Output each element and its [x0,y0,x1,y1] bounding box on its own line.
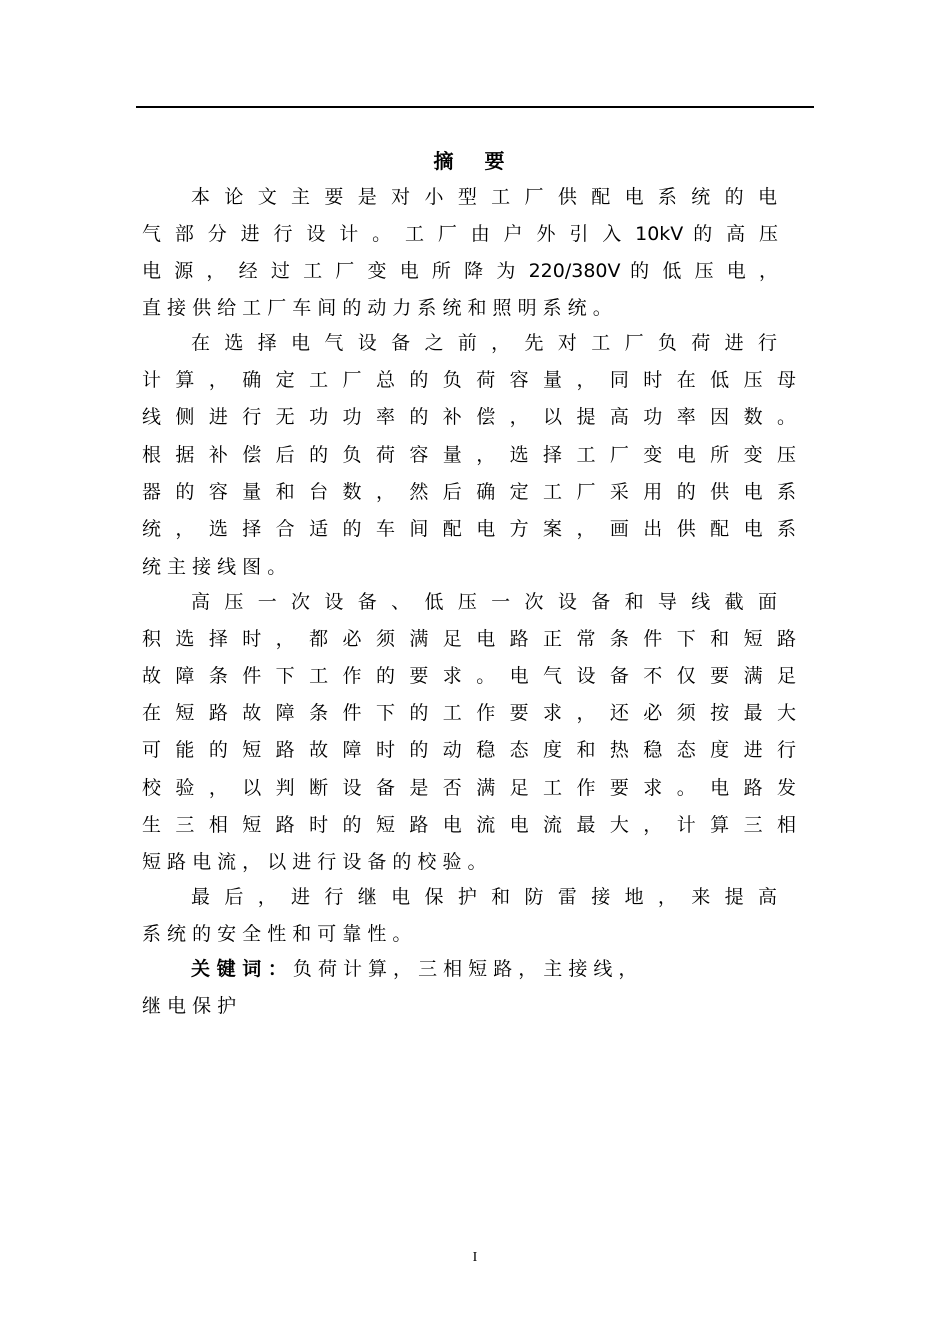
keywords-line-1 [191,956,777,982]
paragraph-2-line-3: 线 侧 进 行 无 功 功 率 的 补 偿 ， 以 提 高 功 率 因 数 。 [142,406,796,428]
keywords-line-2: 继 电 保 护 [142,995,237,1017]
paragraph-4-line-2: 系 统 的 安 全 性 和 可 靠 性 。 [142,923,412,945]
paragraph-2-line-6: 统 ， 选 择 合 适 的 车 间 配 电 方 案 ， 画 出 供 配 电 系 [142,518,796,540]
paragraph-3-line-2: 积 选 择 时 ， 都 必 须 满 足 电 路 正 常 条 件 下 和 短 路 [142,628,796,650]
paragraph-2-line-7: 统 主 接 线 图 。 [142,556,287,578]
keywords-label: 关 键 词 ： [191,958,287,980]
paragraph-4-line-1: 最 后 ， 进 行 继 电 保 护 和 防 雷 接 地 ， 来 提 高 [191,886,777,908]
paragraph-1-line-2: 气 部 分 进 行 设 计 。 工 厂 由 户 外 引 入 10kV 的 高 压 [142,223,778,245]
paragraph-3-line-7: 生 三 相 短 路 时 的 短 路 电 流 电 流 最 大 ， 计 算 三 相 [142,814,796,836]
paragraph-2-line-4: 根 据 补 偿 后 的 负 荷 容 量 ， 选 择 工 厂 变 电 所 变 压 [142,444,796,466]
page-number: I [472,1250,478,1265]
paragraph-3-line-8: 短 路 电 流 ， 以 进 行 设 备 的 校 验 。 [142,851,487,873]
keywords-list: 负 荷 计 算 ， 三 相 短 路 ， 主 接 线 ， [286,958,638,980]
paragraph-3-line-5: 可 能 的 短 路 故 障 时 的 动 稳 态 度 和 热 稳 态 度 进 行 [142,739,796,761]
paragraph-3-line-6: 校 验 ， 以 判 断 设 备 是 否 满 足 工 作 要 求 。 电 路 发 [142,777,796,799]
paragraph-2-line-2: 计 算 ， 确 定 工 厂 总 的 负 荷 容 量 ， 同 时 在 低 压 母 [142,369,796,391]
paragraph-3-line-1: 高 压 一 次 设 备 、 低 压 一 次 设 备 和 导 线 截 面 [191,591,777,613]
paragraph-3-line-4: 在 短 路 故 障 条 件 下 的 工 作 要 求 ， 还 必 须 按 最 大 [142,702,796,724]
paragraph-2-line-1: 在 选 择 电 气 设 备 之 前 ， 先 对 工 厂 负 荷 进 行 [191,332,777,354]
paragraph-1-line-1: 本 论 文 主 要 是 对 小 型 工 厂 供 配 电 系 统 的 电 [191,186,777,208]
abstract-title: 摘 要 [433,149,517,173]
paragraph-2-line-5: 器 的 容 量 和 台 数 ， 然 后 确 定 工 厂 采 用 的 供 电 系 [142,481,796,503]
paragraph-1-line-3: 电 源 ， 经 过 工 厂 变 电 所 降 为 220/380V 的 低 压 电 ， [142,260,778,282]
header-rule [136,106,814,108]
paragraph-3-line-3: 故 障 条 件 下 工 作 的 要 求 。 电 气 设 备 不 仅 要 满 足 [142,665,796,687]
paragraph-1-line-4: 直 接 供 给 工 厂 车 间 的 动 力 系 统 和 照 明 系 统 。 [142,297,612,319]
